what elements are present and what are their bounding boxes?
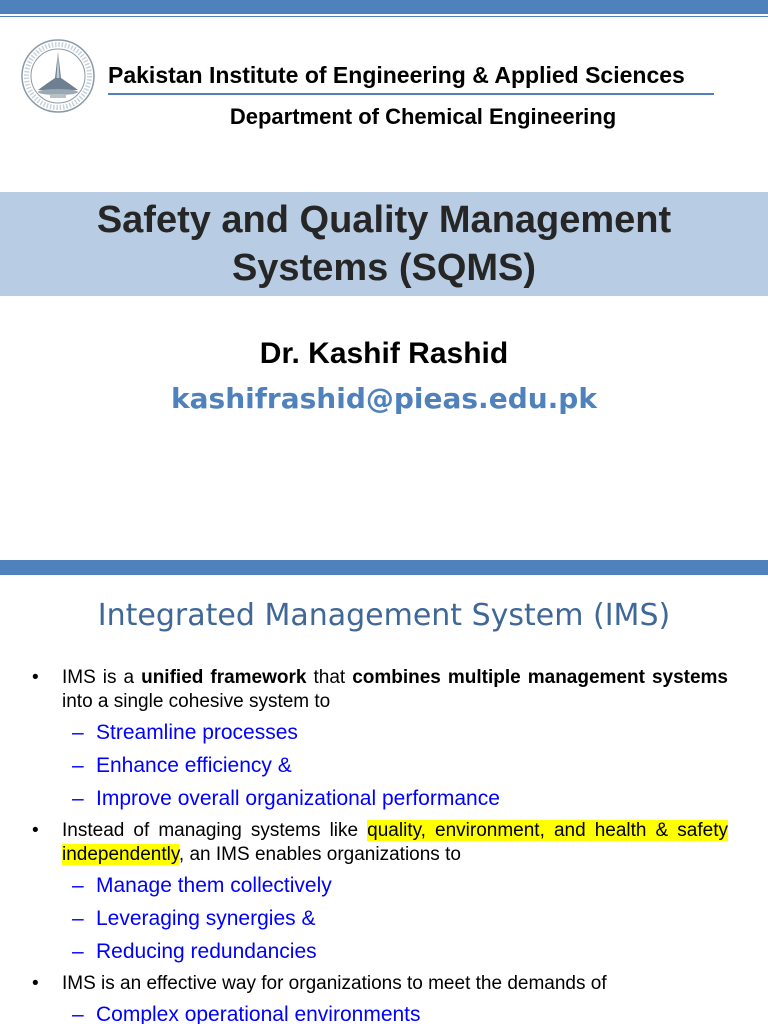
sub-item-text: Streamline processes	[96, 721, 298, 744]
ims-slide	[0, 560, 768, 1024]
slide-title	[0, 196, 768, 292]
dash-icon: –	[72, 1003, 84, 1024]
bullet1-text-2: that	[306, 667, 353, 688]
sub-item-text: Reducing redundancies	[96, 940, 317, 963]
pieas-seal-icon	[20, 38, 96, 114]
author-email: kashifrashid@pieas.edu.pk	[171, 382, 597, 415]
bullet2-text-1: Instead of managing systems like	[62, 820, 368, 841]
sub-item-text: Complex operational environments	[96, 1003, 421, 1024]
slide-title-line-1: Safety and Quality Management	[96, 199, 672, 241]
dash-icon: –	[72, 874, 84, 897]
bullet1-bold-2: combines multiple management systems	[352, 667, 728, 688]
bullet1-text-1: IMS is a	[62, 667, 142, 688]
department-name: Department of Chemical Engineering	[229, 104, 617, 129]
bullet-ims-demands	[30, 972, 728, 996]
bullet-ims-alternative	[30, 819, 728, 867]
sub-item	[30, 873, 728, 899]
author-name: Dr. Kashif Rashid	[259, 337, 509, 370]
sub-item	[30, 753, 728, 779]
top-accent-bar	[0, 0, 768, 14]
institute-name: Pakistan Institute of Engineering & Applied Sciences	[108, 62, 685, 88]
sub-item-text: Enhance efficiency &	[96, 754, 292, 777]
dash-icon: –	[72, 754, 84, 777]
bullet2-highlight: quality, environment, and health & safety independently	[62, 820, 728, 865]
bullet-icon: •	[32, 820, 39, 841]
institute-underline	[108, 93, 714, 95]
sub-item-text: Leveraging synergies &	[96, 907, 316, 930]
top-accent-thin-line	[0, 16, 768, 17]
slide2-title: Integrated Management System (IMS)	[97, 598, 671, 633]
bullet1-bold-1: unified framework	[141, 667, 307, 688]
slide-title-line-2: Systems (SQMS)	[231, 247, 537, 289]
bullet-ims-definition	[30, 666, 728, 714]
sub-item	[30, 1002, 728, 1024]
bullet-icon: •	[32, 973, 39, 994]
dash-icon: –	[72, 940, 84, 963]
dash-icon: –	[72, 721, 84, 744]
bullet-icon: •	[32, 667, 39, 688]
sub-item	[30, 720, 728, 746]
sub-item	[30, 939, 728, 965]
slide2-accent-bar	[0, 560, 768, 575]
bullet2-text-2: , an IMS enables organizations to	[178, 844, 461, 865]
slide2-content	[30, 666, 728, 1024]
bullet1-text-3: into a single cohesive system to	[62, 691, 331, 712]
dash-icon: –	[72, 907, 84, 930]
bullet3-text: IMS is an effective way for organizations to meet the demands of	[62, 973, 607, 994]
dash-icon: –	[72, 787, 84, 810]
sub-item	[30, 786, 728, 812]
sub-item-text: Manage them collectively	[96, 874, 332, 897]
sub-item	[30, 906, 728, 932]
sub-item-text: Improve overall organizational performance	[96, 787, 500, 810]
